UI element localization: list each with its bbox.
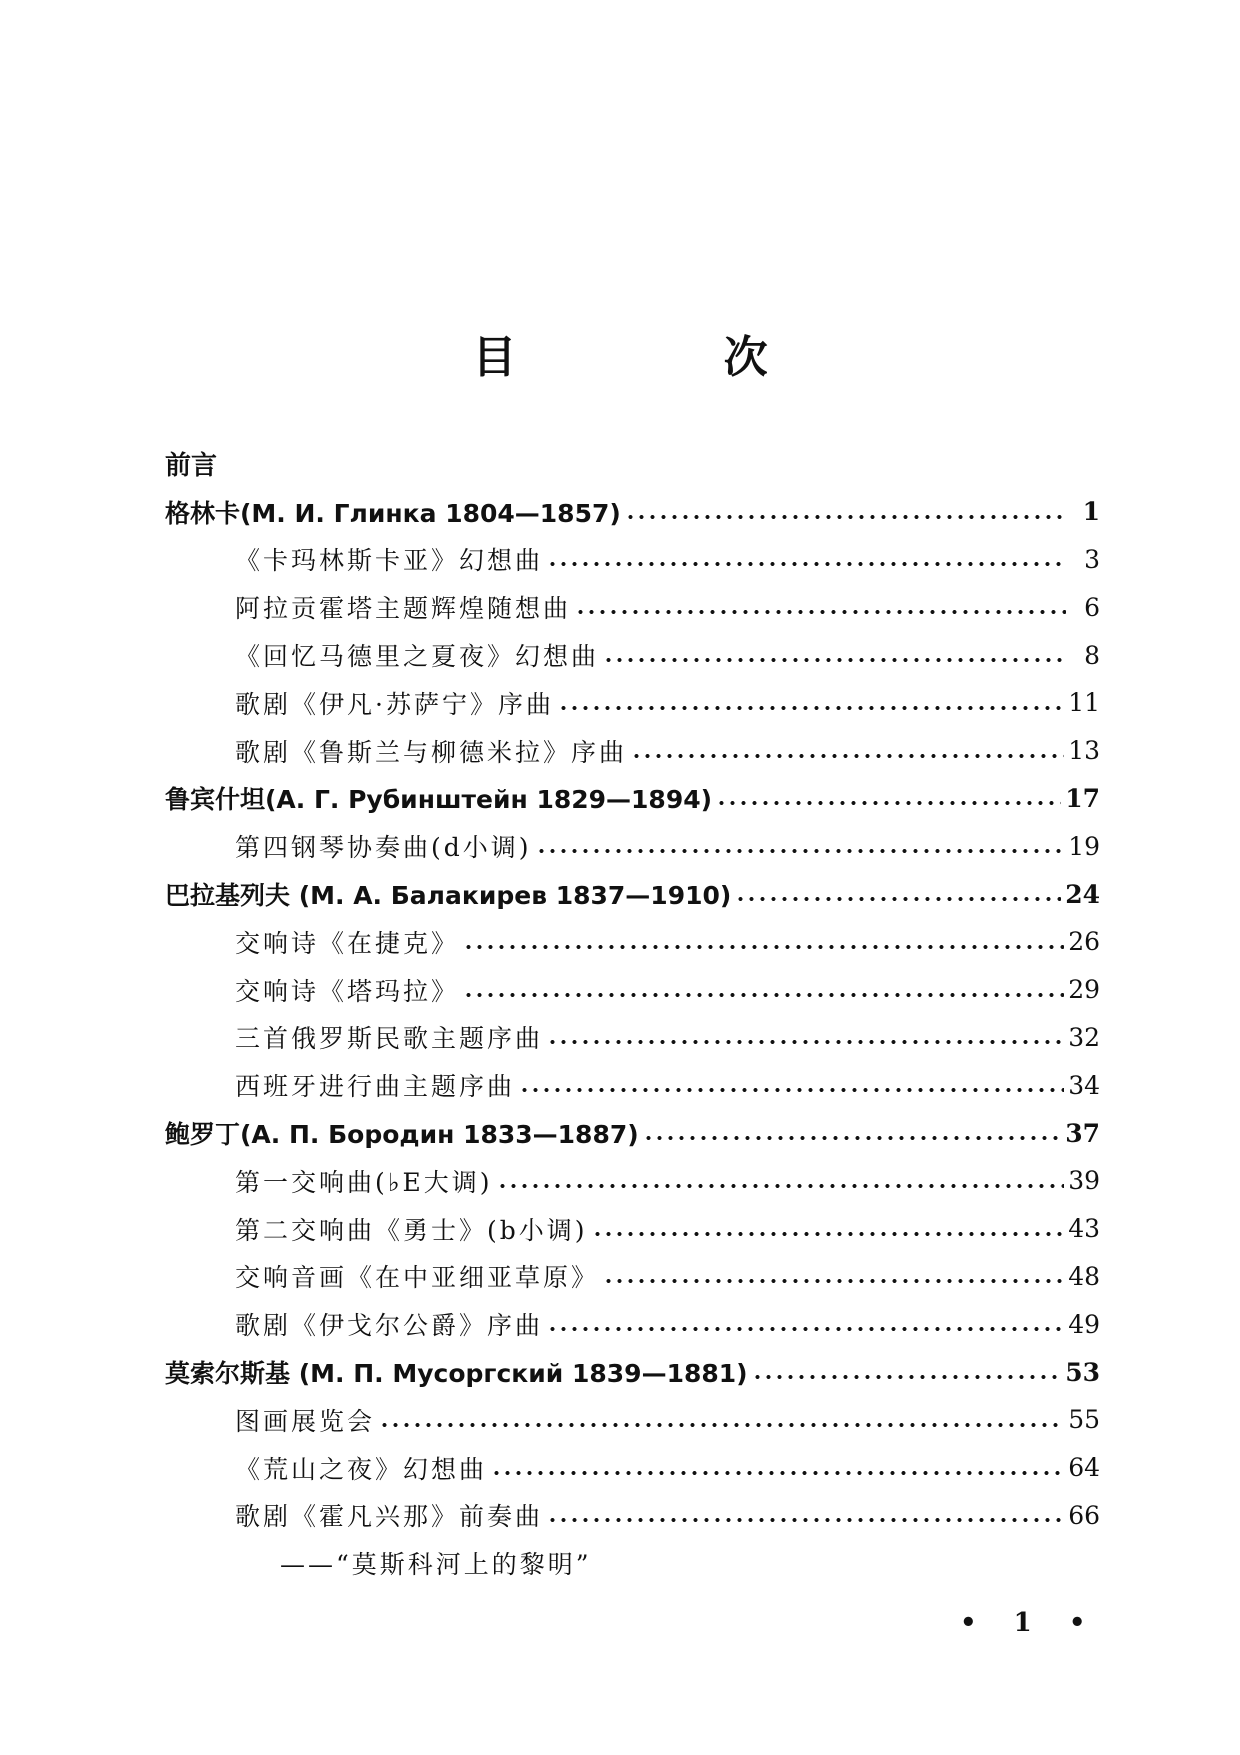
toc-entry-label: 阿拉贡霍塔主题辉煌随想曲: [235, 594, 572, 624]
toc-entry-label: 格林卡(М. И. Глинка 1804—1857): [165, 498, 621, 528]
toc-entry-work[interactable]: [165, 679, 1100, 727]
toc-page-number: 24: [1065, 879, 1100, 909]
toc-page-number: 43: [1068, 1214, 1100, 1244]
toc-entry-label: 图画展览会: [235, 1406, 376, 1436]
toc-entry-label: 歌剧《伊凡·苏萨宁》序曲: [235, 689, 554, 719]
toc-entry-label: 歌剧《鲁斯兰与柳德米拉》序曲: [235, 737, 628, 767]
toc-page-number: 37: [1065, 1118, 1100, 1148]
toc-entry-work[interactable]: [165, 822, 1100, 870]
toc-page-number: 66: [1068, 1500, 1100, 1530]
toc-page-number: 6: [1084, 592, 1100, 622]
toc-page-number: 29: [1068, 975, 1100, 1005]
dot-leader: [519, 1087, 1064, 1093]
toc-entry-label: 鲁宾什坦(А. Г. Рубинштейн 1829—1894): [165, 785, 713, 815]
page-number-footer: • 1 •: [960, 1608, 1100, 1638]
toc-page-number: 19: [1068, 831, 1100, 861]
toc-entry-label: 交响诗《塔玛拉》: [235, 976, 460, 1006]
page-title: 目 次: [472, 332, 864, 383]
toc-entry-work[interactable]: [165, 727, 1100, 775]
toc-entry-label: 第二交响曲《勇士》(b小调): [235, 1215, 588, 1245]
toc-page-number: 39: [1068, 1166, 1100, 1196]
toc-entry-subtitle: [165, 1539, 1100, 1587]
dot-leader: [497, 1183, 1065, 1189]
toc-page-number: 11: [1068, 688, 1100, 718]
toc-entry-preface[interactable]: [165, 440, 1100, 488]
toc-entry-work[interactable]: [165, 1157, 1100, 1205]
toc-page-number: 32: [1068, 1022, 1100, 1052]
toc-entry-work[interactable]: [165, 1014, 1100, 1062]
toc-entry-label: 前言: [165, 451, 218, 482]
toc-page-number: 34: [1068, 1070, 1100, 1100]
dot-leader: [603, 1278, 1064, 1284]
toc-entry-work[interactable]: [165, 1205, 1100, 1253]
dot-leader: [536, 848, 1065, 854]
toc-entry-label: 第一交响曲(♭E大调): [235, 1167, 493, 1197]
toc-page-number: 3: [1084, 544, 1100, 574]
toc-entry-label: 三首俄罗斯民歌主题序曲: [235, 1024, 544, 1054]
toc-page-number: 49: [1068, 1309, 1100, 1339]
toc-entry-work[interactable]: [165, 1444, 1100, 1492]
toc-entry-work[interactable]: [165, 918, 1100, 966]
toc-entry-label: 《荒山之夜》幻想曲: [235, 1454, 488, 1484]
toc-entry-label: 《回忆马德里之夏夜》幻想曲: [235, 642, 600, 672]
toc-entry-work[interactable]: [165, 1253, 1100, 1301]
toc-page-number: 26: [1068, 927, 1100, 957]
toc-page-number: 1: [1082, 497, 1100, 527]
dot-leader: [716, 800, 1061, 806]
toc-entry-label: 巴拉基列夫 (М. А. Балакирев 1837—1910): [165, 881, 732, 911]
table-of-contents: [165, 440, 1100, 1587]
dot-leader: [558, 705, 1064, 711]
toc-entry-label: 鲍罗丁(А. П. Бородин 1833—1887): [165, 1120, 639, 1150]
toc-entry-work[interactable]: [165, 631, 1100, 679]
toc-page-number: 13: [1068, 736, 1100, 766]
dot-leader: [643, 1135, 1062, 1141]
dot-leader: [547, 1326, 1064, 1332]
toc-entry-author[interactable]: [165, 1109, 1100, 1157]
toc-entry-label: 《卡玛林斯卡亚》幻想曲: [235, 546, 544, 576]
dot-leader: [592, 1231, 1065, 1237]
toc-page-number: 53: [1065, 1357, 1100, 1387]
toc-entry-work[interactable]: [165, 1492, 1100, 1540]
toc-entry-label: 歌剧《伊戈尔公爵》序曲: [235, 1311, 544, 1341]
toc-page-number: 55: [1068, 1405, 1100, 1435]
toc-entry-author[interactable]: [165, 488, 1100, 536]
dot-leader: [575, 609, 1066, 615]
dot-leader: [463, 944, 1064, 950]
dot-leader: [491, 1470, 1064, 1476]
dot-leader: [463, 992, 1064, 998]
dot-leader: [547, 1039, 1064, 1045]
toc-entry-work[interactable]: [165, 966, 1100, 1014]
toc-entry-work[interactable]: [165, 583, 1100, 631]
toc-entry-author[interactable]: [165, 775, 1100, 823]
toc-entry-label: ——“莫斯科河上的黎明”: [280, 1550, 592, 1580]
toc-entry-label: 歌剧《霍凡兴那》前奏曲: [235, 1502, 544, 1532]
toc-entry-label: 交响诗《在捷克》: [235, 928, 460, 958]
toc-page-number: 64: [1068, 1453, 1100, 1483]
dot-leader: [631, 753, 1064, 759]
toc-page-number: 48: [1068, 1261, 1100, 1291]
dot-leader: [752, 1374, 1062, 1380]
toc-entry-work[interactable]: [165, 536, 1100, 584]
toc-entry-label: 交响音画《在中亚细亚草原》: [235, 1263, 600, 1293]
toc-page-number: 17: [1065, 783, 1100, 813]
toc-entry-work[interactable]: [165, 1061, 1100, 1109]
dot-leader: [547, 561, 1066, 567]
toc-entry-work[interactable]: [165, 1300, 1100, 1348]
dot-leader: [547, 1517, 1064, 1523]
dot-leader: [735, 896, 1061, 902]
toc-entry-label: 莫索尔斯基 (М. П. Мусоргский 1839—1881): [165, 1359, 748, 1389]
toc-entry-author[interactable]: [165, 870, 1100, 918]
toc-entry-author[interactable]: [165, 1348, 1100, 1396]
toc-entry-label: 西班牙进行曲主题序曲: [235, 1072, 516, 1102]
toc-entry-label: 第四钢琴协奏曲(d小调): [235, 833, 532, 863]
toc-page-number: 8: [1084, 640, 1100, 670]
dot-leader: [603, 657, 1066, 663]
dot-leader: [379, 1422, 1064, 1428]
toc-entry-work[interactable]: [165, 1396, 1100, 1444]
dot-leader: [625, 514, 1066, 520]
